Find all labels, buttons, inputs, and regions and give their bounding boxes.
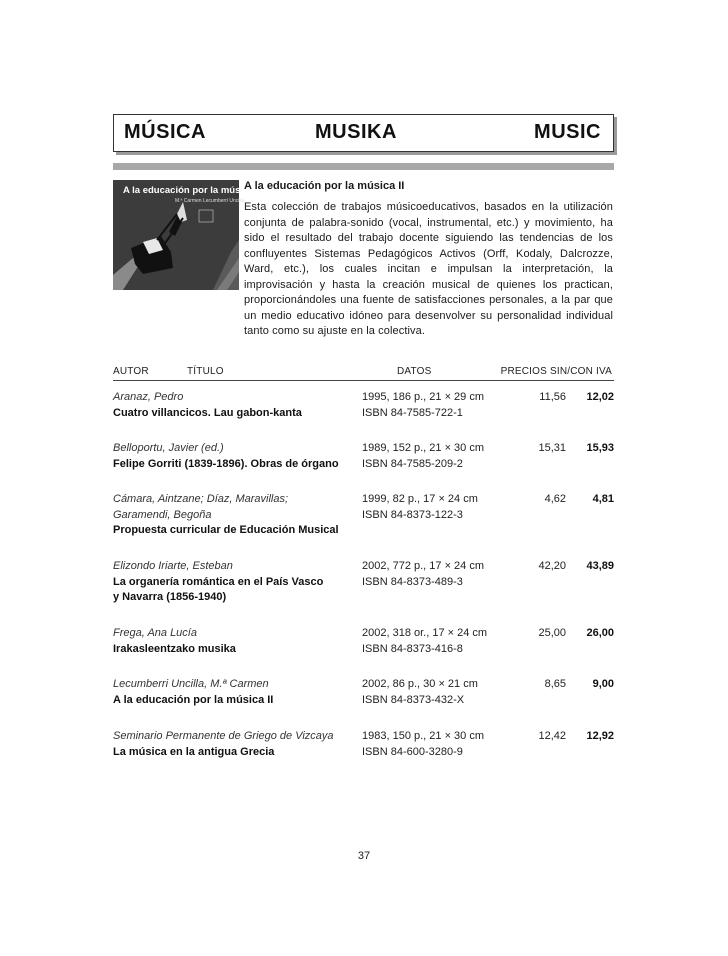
entry-title [113, 575, 358, 606]
entry-isbn: ISBN 84-8373-416-8 [362, 642, 463, 655]
entry-title: Irakasleentzako musika [113, 642, 236, 655]
entry-price-without-vat: 12,42 [538, 730, 566, 742]
entry-author: Frega, Ana Lucía [113, 627, 197, 639]
entry-author: Belloportu, Javier (ed.) [113, 442, 224, 454]
header-spanish: MÚSICA [124, 121, 206, 143]
entry-price-with-vat: 12,92 [586, 730, 614, 742]
featured-title: A la educación por la música II [244, 180, 405, 192]
entry-physical: 2002, 772 p., 17 × 24 cm [362, 560, 485, 572]
entry-title-line: y Navarra (1856-1940) [113, 591, 227, 603]
header-rule [113, 380, 614, 381]
entry-author-line: Garamendi, Begoña [113, 508, 212, 521]
entry-physical: 1989, 152 p., 21 × 30 cm [362, 442, 485, 454]
entry-data [362, 677, 507, 708]
entry-isbn: ISBN 84-8373-432-X [362, 693, 465, 706]
entry-physical: 1983, 150 p., 21 × 30 cm [362, 730, 485, 742]
entry-isbn: ISBN 84-600-3280-9 [362, 745, 463, 758]
entry-physical: 2002, 86 p., 30 × 21 cm [362, 678, 478, 690]
entry-price-with-vat: 9,00 [592, 678, 614, 690]
entry-title: Felipe Gorriti (1839-1896). Obras de órgano [113, 457, 339, 470]
cover-title: A la educación por la música II [123, 185, 262, 196]
entry-data [362, 492, 507, 523]
entry-data [362, 626, 507, 657]
entry-price-without-vat: 15,31 [538, 442, 566, 454]
section-header [113, 114, 614, 152]
entry-price-without-vat: 11,56 [539, 391, 566, 403]
entry-price-without-vat: 25,00 [538, 627, 566, 639]
entry-data [362, 390, 507, 421]
header-basque: MUSIKA [315, 121, 397, 143]
entry-price-with-vat: 43,89 [586, 560, 614, 572]
entry-data [362, 559, 507, 590]
section-divider-bar [113, 163, 614, 170]
entry-isbn: ISBN 84-7585-722-1 [362, 406, 463, 419]
entry-author: Lecumberri Uncilla, M.ª Carmen [113, 678, 269, 690]
entry-price-with-vat: 15,93 [586, 442, 614, 454]
entry-data [362, 729, 507, 760]
header-english: MUSIC [534, 121, 601, 143]
entry-title: Cuatro villancicos. Lau gabon-kanta [113, 406, 302, 419]
entry-isbn: ISBN 84-8373-122-3 [362, 508, 463, 521]
column-header-author: AUTOR [113, 366, 149, 377]
entry-author: Aranaz, Pedro [113, 391, 184, 403]
entry-data [362, 441, 507, 472]
entry-isbn: ISBN 84-7585-209-2 [362, 457, 463, 470]
column-header-title: TÍTULO [187, 366, 224, 377]
entry-physical: 1999, 82 p., 17 × 24 cm [362, 493, 478, 505]
book-cover-image [113, 180, 262, 290]
page-number: 37 [357, 850, 371, 862]
entry-author-line: Cámara, Aintzane; Díaz, Maravillas; [113, 493, 289, 505]
entry-price-without-vat: 8,65 [544, 678, 566, 690]
column-header-prices: PRECIOS SIN/CON IVA [500, 366, 612, 377]
entry-title: Propuesta curricular de Educación Musical [113, 524, 339, 536]
entry-title-line: La organería romántica en el País Vasco [113, 575, 324, 588]
entry-title: A la educación por la música II [113, 693, 274, 706]
entry-physical: 2002, 318 or., 17 × 24 cm [362, 627, 488, 639]
entry-price-with-vat: 26,00 [586, 627, 614, 639]
entry-price-with-vat: 12,02 [586, 391, 614, 403]
entry-price-with-vat: 4,81 [592, 493, 614, 505]
cover-artwork [113, 180, 239, 290]
entry-author [113, 492, 358, 523]
entry-physical: 1995, 186 p., 21 × 29 cm [362, 391, 485, 403]
entry-price-without-vat: 4,62 [544, 493, 566, 505]
featured-description: Esta colección de trabajos músicoeducativos, basados en la utilización conjunta de palabra-sonido (vocal, instrumental, etc.) y movimiento, ha sido el resultado del trabajo docente siguiendo las tendencias de los confluyentes Sistemas Pedagógicos Activos (Orff, Kodaly, Dalcrozze, Ward, etc.), los cuales incitan e impulsan la interpretación, la improvisación y hasta la creación musical de quienes los practican, proporcionándoles una fuente de satisfacciones personales, a la par que un medio educativo idóneo para desenvolver su personalidad individual tanto como su ajuste en la colectiva. [244, 201, 613, 337]
entry-title: La música en la antigua Grecia [113, 745, 275, 758]
entry-author: Elizondo Iriarte, Esteban [113, 560, 233, 572]
entry-price-without-vat: 42,20 [538, 560, 566, 572]
column-header-data: DATOS [397, 366, 432, 377]
entry-isbn: ISBN 84-8373-489-3 [362, 575, 463, 588]
entry-author: Seminario Permanente de Griego de Vizcaya [113, 730, 334, 742]
cover-author: M.ª Carmen Lecumberri Uncilla [175, 198, 245, 204]
